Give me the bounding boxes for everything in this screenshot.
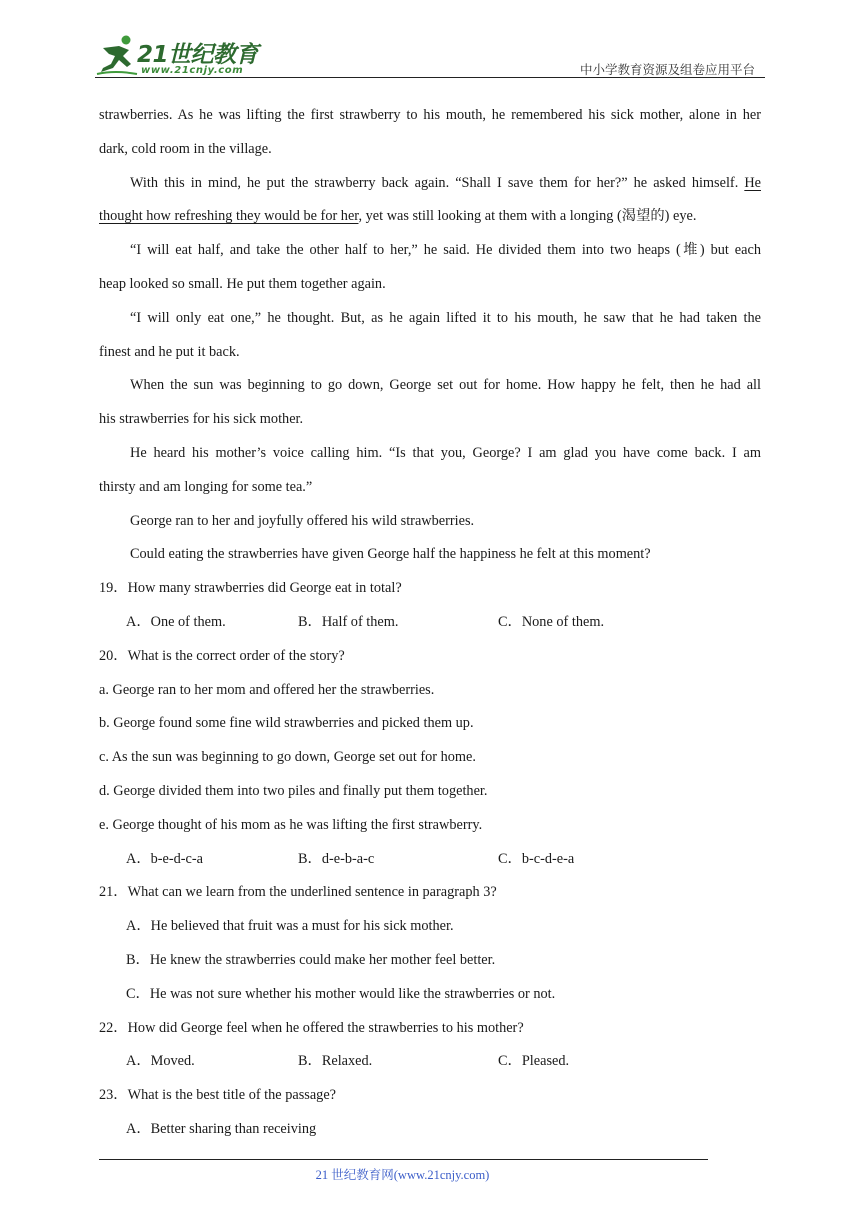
passage-line: “I will eat half, and take the other half to her,” he said. He divided them into two heaps (堆) but each	[130, 242, 761, 259]
underlined-sentence: thought how refreshing they would be for her	[99, 208, 359, 225]
logo-url: www.21cnjy.com	[141, 65, 244, 76]
passage-line: heap looked so small. He put them together again.	[99, 275, 386, 292]
option-a[interactable]: A．b-e-d-c-a	[126, 850, 203, 867]
option-a[interactable]: A．Better sharing than receiving	[126, 1120, 317, 1137]
option-row	[99, 1045, 761, 1079]
header-platform-text: 中小学教育资源及组卷应用平台	[579, 62, 755, 77]
passage-line: dark, cold room in the village.	[99, 140, 272, 157]
order-item: a. George ran to her mom and offered her the strawberries.	[99, 681, 435, 698]
logo-wordmark: 21世纪教育	[137, 42, 259, 68]
option-c[interactable]: C．None of them.	[498, 613, 605, 630]
passage-line: He heard his mother’s voice calling him. “Is that you, George? I am glad you have come back. I am	[130, 444, 761, 461]
option-c[interactable]: C．Pleased.	[498, 1053, 570, 1070]
page-header	[0, 0, 860, 80]
option-a[interactable]: A．He believed that fruit was a must for his sick mother.	[126, 918, 454, 935]
passage-line: George ran to her and joyfully offered his wild strawberries.	[130, 512, 475, 529]
passage-line: finest and he put it back.	[99, 343, 240, 360]
question-stem: 21．What can we learn from the underlined sentence in paragraph 3?	[99, 884, 497, 901]
passage-line: Could eating the strawberries have given George half the happiness he felt at this moment?	[130, 546, 651, 563]
option-b[interactable]: B．Half of them.	[298, 613, 399, 630]
order-item: b. George found some fine wild strawberries and picked them up.	[99, 715, 474, 732]
passage-line: his strawberries for his sick mother.	[99, 411, 304, 428]
option-c[interactable]: C．b-c-d-e-a	[498, 850, 575, 867]
page-content	[99, 99, 761, 1147]
option-row	[99, 843, 761, 877]
option-row	[99, 606, 761, 640]
passage-line	[99, 200, 761, 234]
header-divider	[95, 77, 765, 78]
order-item: c. As the sun was beginning to go down, George set out for home.	[99, 749, 476, 766]
question-stem: 20．What is the correct order of the story?	[99, 647, 345, 664]
page-footer	[0, 1165, 860, 1183]
runner-logo-icon	[95, 34, 139, 78]
passage-line: “I will only eat one,” he thought. But, as he again lifted it to his mouth, he saw that he had taken the	[130, 309, 761, 326]
passage-line	[99, 167, 761, 201]
option-b[interactable]: B．He knew the strawberries could make her mother feel better.	[126, 951, 496, 968]
underlined-sentence: He	[744, 174, 761, 191]
passage-text: With this in mind, he put the strawberry back again. “Shall I save them for her?” he asked himself.	[130, 174, 745, 191]
passage-line: When the sun was beginning to go down, George set out for home. How happy he felt, then he had all	[130, 377, 761, 394]
option-a[interactable]: A．One of them.	[126, 613, 226, 630]
order-item: e. George thought of his mom as he was lifting the first strawberry.	[99, 816, 483, 833]
order-item: d. George divided them into two piles and finally put them together.	[99, 782, 488, 799]
passage-text: , yet was still looking at them with a longing (渴望的) eye.	[358, 208, 697, 225]
footer-divider	[99, 1159, 708, 1160]
footer-text[interactable]: 21 世纪教育网(www.21cnjy.com)	[315, 1168, 490, 1182]
option-a[interactable]: A．Moved.	[126, 1053, 195, 1070]
passage-line: strawberries. As he was lifting the first strawberry to his mouth, he remembered his sick mother, alone in her	[99, 107, 761, 123]
option-c[interactable]: C．He was not sure whether his mother would like the strawberries or not.	[126, 985, 556, 1002]
option-b[interactable]: B．d-e-b-a-c	[298, 850, 375, 867]
passage-line: thirsty and am longing for some tea.”	[99, 478, 313, 495]
question-stem: 22．How did George feel when he offered the strawberries to his mother?	[99, 1019, 524, 1036]
question-stem: 19．How many strawberries did George eat in total?	[99, 580, 402, 597]
question-stem: 23．What is the best title of the passage?	[99, 1087, 337, 1104]
option-b[interactable]: B．Relaxed.	[298, 1053, 373, 1070]
site-logo	[95, 34, 265, 78]
